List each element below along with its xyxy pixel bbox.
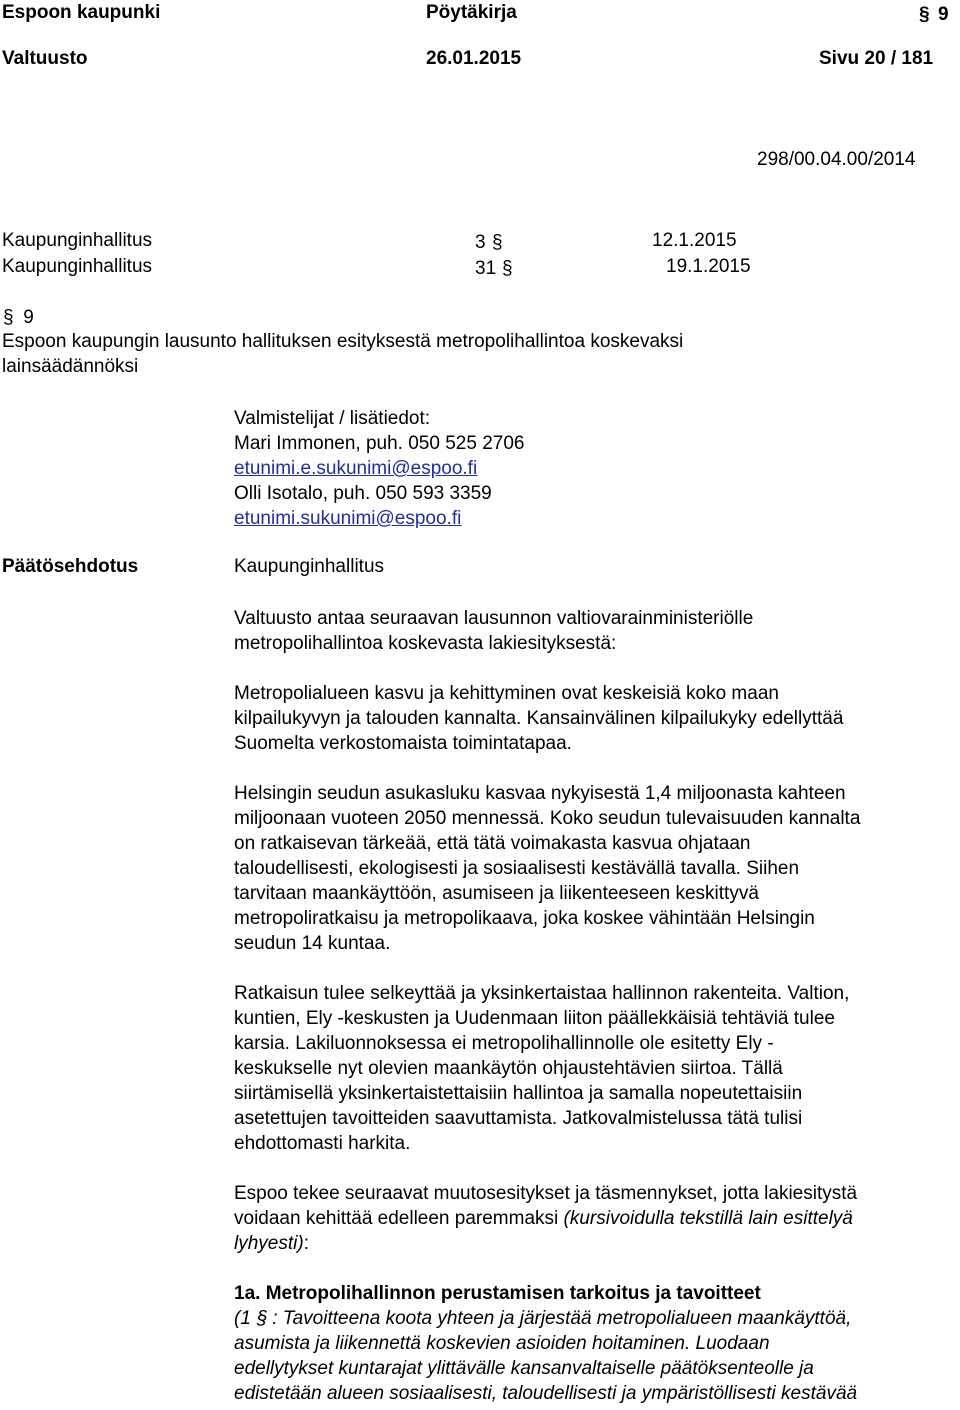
preparer-contact: Mari Immonen, puh. 050 525 2706 <box>234 433 525 454</box>
history-section <box>475 256 517 280</box>
text-line: keskukselle nyt olevien maankäytön ohjaustehtävien siirtoa. Tällä <box>234 1058 783 1079</box>
history-date: 19.1.2015 <box>666 256 751 277</box>
preparer-contact: Olli Isotalo, puh. 050 593 3359 <box>234 483 492 504</box>
header-date: 26.01.2015 <box>426 48 522 69</box>
section-sign-icon <box>256 1306 272 1328</box>
header-doc-type: Pöytäkirja <box>426 2 517 23</box>
paragraph <box>234 681 954 756</box>
case-number: 298/00.04.00/2014 <box>757 149 916 170</box>
history-section-number: 3 <box>475 232 486 253</box>
text-line: asumista ja liikennettä koskevien asioiden hoitaminen. Luodaan <box>234 1333 770 1354</box>
text-line: on ratkaisevan tärkeää, että tätä voimakasta kasvua ohjataan <box>234 833 751 854</box>
section-sign-icon <box>491 230 507 252</box>
svg-text:§: § <box>491 232 503 252</box>
section-sign-icon <box>918 2 934 24</box>
subsection-heading: 1a. Metropolihallinnon perustamisen tarkoitus ja tavoitteet <box>234 1283 761 1304</box>
text-line: karsia. Lakiluonnoksessa ei metropolihallinnolle ole esitetty Ely - <box>234 1033 774 1054</box>
text-line <box>234 1306 954 1331</box>
section-sign-icon <box>2 305 18 327</box>
paragraph <box>234 981 954 1156</box>
item-number <box>2 305 34 329</box>
italic-segment: : Tavoitteena koota yhteen ja järjestää metropolialueen maankäyttöä, <box>272 1308 852 1329</box>
text-line: tarvitaan maankäyttöön, asumiseen ja liikenteeseen keskittyvä <box>234 883 759 904</box>
history-section-number: 31 <box>475 258 497 279</box>
header-section-number: 9 <box>938 4 949 25</box>
text-line: miljoonaan vuoteen 2050 mennessä. Koko seudun tulevaisuuden kannalta <box>234 808 861 829</box>
text-line: seudun 14 kuntaa. <box>234 933 391 954</box>
item-title-line: lainsäädännöksi <box>2 356 139 377</box>
paragraph <box>234 1181 954 1256</box>
header-section <box>918 2 949 26</box>
history-date: 12.1.2015 <box>652 230 737 251</box>
text-line: kilpailukyvyn ja talouden kannalta. Kansainvälinen kilpailukyky edellyttää <box>234 708 844 729</box>
preparer-email-link[interactable]: etunimi.e.sukunimi@espoo.fi <box>234 458 478 479</box>
italic-segment: (1 <box>234 1308 257 1329</box>
text-line: Ratkaisun tulee selkeyttää ja yksinkertaistaa hallinnon rakenteita. Valtion, <box>234 983 850 1004</box>
paragraph <box>234 606 954 656</box>
text-line: taloudellisesti, ekologisesti ja sosiaalisesti kestävällä tavalla. Siihen <box>234 858 800 879</box>
text-line: edellytykset kuntarajat ylittävälle kansanvaltaiselle päätöksenteolle ja <box>234 1358 814 1379</box>
body-text <box>234 606 954 1406</box>
header-org: Espoon kaupunki <box>2 2 161 23</box>
text-line: metropoliratkaisu ja metropolikaava, joka koskee vähintään Helsingin <box>234 908 815 929</box>
text-line: siirtämisellä yksinkertaistettaisiin hallintoa ja samalla nopeutettaisiin <box>234 1083 803 1104</box>
item-number-value: 9 <box>23 307 34 328</box>
history-organ: Kaupunginhallitus <box>2 256 153 277</box>
text-line: Suomelta verkostomaista toimintatapaa. <box>234 733 572 754</box>
preparers-label: Valmistelijat / lisätiedot: <box>234 408 431 429</box>
text-line: edistetään alueen sosiaalisesti, taloudellisesti ja ympäristöllisesti kestävää <box>234 1383 858 1404</box>
section-sign-icon <box>501 256 517 278</box>
text-line: kuntien, Ely -keskusten ja Uudenmaan liiton päällekkäisiä tehtäviä tulee <box>234 1008 835 1029</box>
svg-text:§: § <box>3 307 14 327</box>
text-line: Valtuusto antaa seuraavan lausunnon valtiovarainministeriölle <box>234 608 754 629</box>
text-line <box>234 1206 954 1231</box>
italic-segment: lyhyesti) <box>234 1233 304 1254</box>
preparers-block <box>234 406 954 531</box>
history-section <box>475 230 507 254</box>
proposal-label: Päätösehdotus <box>2 556 139 577</box>
preparer-email-link[interactable]: etunimi.sukunimi@espoo.fi <box>234 508 462 529</box>
item-title-line: Espoon kaupungin lausunto hallituksen esityksestä metropolihallintoa koskevaksi <box>2 331 684 352</box>
text-line: Helsingin seudun asukasluku kasvaa nykyisestä 1,4 miljoonasta kahteen <box>234 783 846 804</box>
history-organ: Kaupunginhallitus <box>2 230 153 251</box>
text-line: Metropolialueen kasvu ja kehittyminen ovat keskeisiä koko maan <box>234 683 779 704</box>
svg-text:§: § <box>919 4 930 24</box>
proposer: Kaupunginhallitus <box>234 556 385 577</box>
text-segment: voidaan kehittää edelleen paremmaksi <box>234 1208 564 1229</box>
text-segment: : <box>303 1233 309 1254</box>
text-line: Espoo tekee seuraavat muutosesitykset ja täsmennykset, jotta lakiesitystä <box>234 1183 858 1204</box>
text-line <box>234 1231 954 1256</box>
svg-text:§: § <box>257 1308 268 1328</box>
paragraph <box>234 781 954 956</box>
svg-text:§: § <box>502 258 513 278</box>
text-line: asetettujen tavoitteiden saavuttamista. Jatkovalmistelussa tätä tulisi <box>234 1108 803 1129</box>
text-line: ehdottomasti harkita. <box>234 1133 411 1154</box>
header-page: Sivu 20 / 181 <box>819 48 934 69</box>
text-line: metropolihallintoa koskevasta lakiesityksestä: <box>234 633 617 654</box>
header-body: Valtuusto <box>2 48 88 69</box>
subsection <box>234 1281 954 1406</box>
italic-segment: (kursivoidulla tekstillä lain esittelyä <box>563 1208 853 1229</box>
